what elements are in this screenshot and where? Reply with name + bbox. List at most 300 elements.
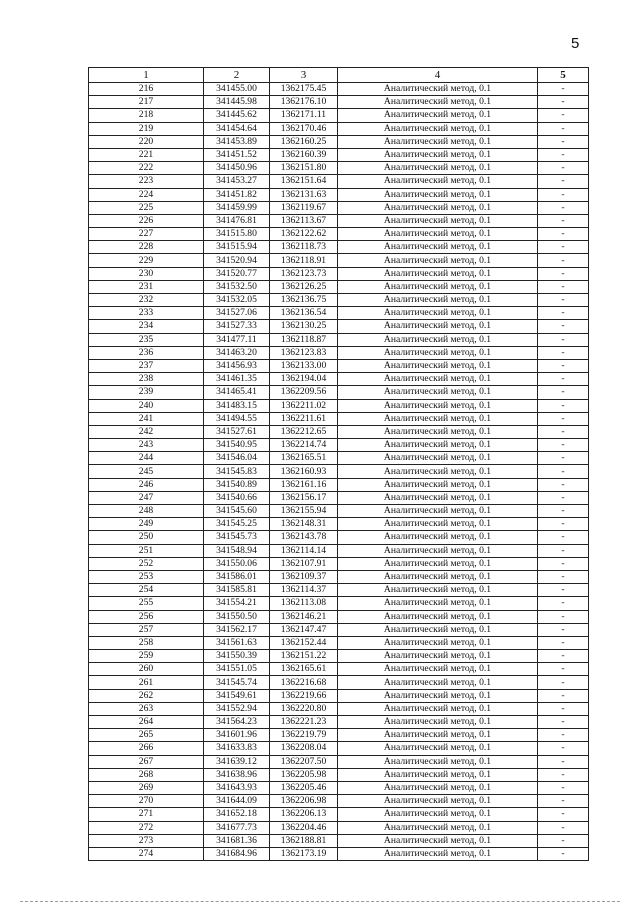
method-cell: Аналитический метод, 0.1 <box>338 808 538 821</box>
point-number-cell: 260 <box>89 663 204 676</box>
page-bottom-rule <box>20 901 620 903</box>
x-coordinate-cell: 341463.20 <box>204 346 270 359</box>
point-number-cell: 257 <box>89 623 204 636</box>
note-cell: - <box>538 412 589 425</box>
table-row <box>89 294 589 307</box>
y-coordinate-cell: 1362165.51 <box>270 452 338 465</box>
note-cell: - <box>538 201 589 214</box>
x-coordinate-cell: 341681.36 <box>204 834 270 847</box>
method-cell: Аналитический метод, 0.1 <box>338 636 538 649</box>
method-cell: Аналитический метод, 0.1 <box>338 702 538 715</box>
table-row <box>89 373 589 386</box>
table-row <box>89 478 589 491</box>
table-header-row <box>89 68 589 83</box>
y-coordinate-cell: 1362208.04 <box>270 742 338 755</box>
x-coordinate-cell: 341652.18 <box>204 808 270 821</box>
note-cell: - <box>538 83 589 96</box>
method-cell: Аналитический метод, 0.1 <box>338 742 538 755</box>
note-cell: - <box>538 122 589 135</box>
note-cell: - <box>538 795 589 808</box>
point-number-cell: 219 <box>89 122 204 135</box>
point-number-cell: 221 <box>89 148 204 161</box>
y-coordinate-cell: 1362188.81 <box>270 834 338 847</box>
method-cell: Аналитический метод, 0.1 <box>338 320 538 333</box>
y-coordinate-cell: 1362107.91 <box>270 557 338 570</box>
x-coordinate-cell: 341548.94 <box>204 544 270 557</box>
method-cell: Аналитический метод, 0.1 <box>338 254 538 267</box>
point-number-cell: 264 <box>89 716 204 729</box>
note-cell: - <box>538 175 589 188</box>
y-coordinate-cell: 1362211.02 <box>270 399 338 412</box>
y-coordinate-cell: 1362209.56 <box>270 386 338 399</box>
note-cell: - <box>538 676 589 689</box>
table-row <box>89 781 589 794</box>
point-number-cell: 233 <box>89 307 204 320</box>
method-cell: Аналитический метод, 0.1 <box>338 781 538 794</box>
method-cell: Аналитический метод, 0.1 <box>338 452 538 465</box>
table-row <box>89 320 589 333</box>
method-cell: Аналитический метод, 0.1 <box>338 768 538 781</box>
y-coordinate-cell: 1362136.75 <box>270 294 338 307</box>
note-cell: - <box>538 557 589 570</box>
note-cell: - <box>538 570 589 583</box>
method-cell: Аналитический метод, 0.1 <box>338 439 538 452</box>
x-coordinate-cell: 341453.27 <box>204 175 270 188</box>
table-row <box>89 676 589 689</box>
table-row <box>89 359 589 372</box>
note-cell: - <box>538 228 589 241</box>
y-coordinate-cell: 1362204.46 <box>270 821 338 834</box>
note-cell: - <box>538 781 589 794</box>
y-coordinate-cell: 1362173.19 <box>270 847 338 860</box>
y-coordinate-cell: 1362170.46 <box>270 122 338 135</box>
note-cell: - <box>538 333 589 346</box>
y-coordinate-cell: 1362214.74 <box>270 439 338 452</box>
note-cell: - <box>538 716 589 729</box>
x-coordinate-cell: 341545.83 <box>204 465 270 478</box>
table-row <box>89 663 589 676</box>
note-cell: - <box>538 162 589 175</box>
method-cell: Аналитический метод, 0.1 <box>338 663 538 676</box>
table-row <box>89 109 589 122</box>
y-coordinate-cell: 1362147.47 <box>270 623 338 636</box>
header-col-1: 1 <box>89 68 204 83</box>
method-cell: Аналитический метод, 0.1 <box>338 465 538 478</box>
x-coordinate-cell: 341520.77 <box>204 267 270 280</box>
point-number-cell: 236 <box>89 346 204 359</box>
table-row <box>89 228 589 241</box>
point-number-cell: 228 <box>89 241 204 254</box>
note-cell: - <box>538 346 589 359</box>
method-cell: Аналитический метод, 0.1 <box>338 148 538 161</box>
y-coordinate-cell: 1362146.21 <box>270 610 338 623</box>
coordinates-table <box>88 67 589 861</box>
x-coordinate-cell: 341477.11 <box>204 333 270 346</box>
note-cell: - <box>538 729 589 742</box>
point-number-cell: 227 <box>89 228 204 241</box>
table-row <box>89 544 589 557</box>
point-number-cell: 231 <box>89 280 204 293</box>
method-cell: Аналитический метод, 0.1 <box>338 241 538 254</box>
note-cell: - <box>538 636 589 649</box>
point-number-cell: 252 <box>89 557 204 570</box>
method-cell: Аналитический метод, 0.1 <box>338 346 538 359</box>
x-coordinate-cell: 341494.55 <box>204 412 270 425</box>
method-cell: Аналитический метод, 0.1 <box>338 531 538 544</box>
table-row <box>89 241 589 254</box>
note-cell: - <box>538 452 589 465</box>
y-coordinate-cell: 1362220.80 <box>270 702 338 715</box>
note-cell: - <box>538 518 589 531</box>
table-row <box>89 795 589 808</box>
method-cell: Аналитический метод, 0.1 <box>338 650 538 663</box>
x-coordinate-cell: 341643.93 <box>204 781 270 794</box>
x-coordinate-cell: 341545.73 <box>204 531 270 544</box>
note-cell: - <box>538 531 589 544</box>
method-cell: Аналитический метод, 0.1 <box>338 597 538 610</box>
note-cell: - <box>538 544 589 557</box>
x-coordinate-cell: 341455.00 <box>204 83 270 96</box>
table-row <box>89 267 589 280</box>
table-row <box>89 531 589 544</box>
y-coordinate-cell: 1362114.37 <box>270 584 338 597</box>
x-coordinate-cell: 341532.05 <box>204 294 270 307</box>
point-number-cell: 263 <box>89 702 204 715</box>
note-cell: - <box>538 821 589 834</box>
x-coordinate-cell: 341551.05 <box>204 663 270 676</box>
note-cell: - <box>538 491 589 504</box>
table-row <box>89 425 589 438</box>
table-row <box>89 650 589 663</box>
y-coordinate-cell: 1362131.63 <box>270 188 338 201</box>
x-coordinate-cell: 341465.41 <box>204 386 270 399</box>
x-coordinate-cell: 341586.01 <box>204 570 270 583</box>
table-body <box>89 83 589 861</box>
note-cell: - <box>538 241 589 254</box>
x-coordinate-cell: 341454.64 <box>204 122 270 135</box>
table-row <box>89 188 589 201</box>
point-number-cell: 253 <box>89 570 204 583</box>
note-cell: - <box>538 425 589 438</box>
y-coordinate-cell: 1362119.67 <box>270 201 338 214</box>
table-row <box>89 135 589 148</box>
y-coordinate-cell: 1362118.87 <box>270 333 338 346</box>
point-number-cell: 245 <box>89 465 204 478</box>
note-cell: - <box>538 109 589 122</box>
method-cell: Аналитический метод, 0.1 <box>338 307 538 320</box>
note-cell: - <box>538 307 589 320</box>
method-cell: Аналитический метод, 0.1 <box>338 96 538 109</box>
table-row <box>89 702 589 715</box>
point-number-cell: 269 <box>89 781 204 794</box>
point-number-cell: 266 <box>89 742 204 755</box>
x-coordinate-cell: 341532.50 <box>204 280 270 293</box>
method-cell: Аналитический метод, 0.1 <box>338 333 538 346</box>
y-coordinate-cell: 1362151.64 <box>270 175 338 188</box>
y-coordinate-cell: 1362175.45 <box>270 83 338 96</box>
note-cell: - <box>538 689 589 702</box>
x-coordinate-cell: 341550.50 <box>204 610 270 623</box>
x-coordinate-cell: 341456.93 <box>204 359 270 372</box>
y-coordinate-cell: 1362165.61 <box>270 663 338 676</box>
x-coordinate-cell: 341540.89 <box>204 478 270 491</box>
point-number-cell: 254 <box>89 584 204 597</box>
x-coordinate-cell: 341633.83 <box>204 742 270 755</box>
x-coordinate-cell: 341564.23 <box>204 716 270 729</box>
point-number-cell: 274 <box>89 847 204 860</box>
y-coordinate-cell: 1362123.83 <box>270 346 338 359</box>
method-cell: Аналитический метод, 0.1 <box>338 373 538 386</box>
point-number-cell: 267 <box>89 755 204 768</box>
note-cell: - <box>538 808 589 821</box>
x-coordinate-cell: 341550.06 <box>204 557 270 570</box>
point-number-cell: 250 <box>89 531 204 544</box>
method-cell: Аналитический метод, 0.1 <box>338 267 538 280</box>
table-row <box>89 412 589 425</box>
point-number-cell: 265 <box>89 729 204 742</box>
method-cell: Аналитический метод, 0.1 <box>338 280 538 293</box>
note-cell: - <box>538 280 589 293</box>
table-row <box>89 505 589 518</box>
method-cell: Аналитический метод, 0.1 <box>338 201 538 214</box>
point-number-cell: 220 <box>89 135 204 148</box>
y-coordinate-cell: 1362148.31 <box>270 518 338 531</box>
point-number-cell: 225 <box>89 201 204 214</box>
note-cell: - <box>538 386 589 399</box>
method-cell: Аналитический метод, 0.1 <box>338 412 538 425</box>
table-row <box>89 755 589 768</box>
y-coordinate-cell: 1362206.98 <box>270 795 338 808</box>
method-cell: Аналитический метод, 0.1 <box>338 689 538 702</box>
table-row <box>89 175 589 188</box>
point-number-cell: 247 <box>89 491 204 504</box>
note-cell: - <box>538 96 589 109</box>
method-cell: Аналитический метод, 0.1 <box>338 399 538 412</box>
table-row <box>89 162 589 175</box>
method-cell: Аналитический метод, 0.1 <box>338 228 538 241</box>
y-coordinate-cell: 1362160.39 <box>270 148 338 161</box>
point-number-cell: 237 <box>89 359 204 372</box>
table-row <box>89 465 589 478</box>
method-cell: Аналитический метод, 0.1 <box>338 214 538 227</box>
method-cell: Аналитический метод, 0.1 <box>338 359 538 372</box>
method-cell: Аналитический метод, 0.1 <box>338 188 538 201</box>
note-cell: - <box>538 505 589 518</box>
point-number-cell: 240 <box>89 399 204 412</box>
method-cell: Аналитический метод, 0.1 <box>338 610 538 623</box>
note-cell: - <box>538 267 589 280</box>
table-row <box>89 201 589 214</box>
point-number-cell: 270 <box>89 795 204 808</box>
point-number-cell: 244 <box>89 452 204 465</box>
method-cell: Аналитический метод, 0.1 <box>338 175 538 188</box>
y-coordinate-cell: 1362118.73 <box>270 241 338 254</box>
y-coordinate-cell: 1362151.80 <box>270 162 338 175</box>
x-coordinate-cell: 341450.96 <box>204 162 270 175</box>
x-coordinate-cell: 341638.96 <box>204 768 270 781</box>
table-row <box>89 333 589 346</box>
method-cell: Аналитический метод, 0.1 <box>338 135 538 148</box>
point-number-cell: 238 <box>89 373 204 386</box>
point-number-cell: 251 <box>89 544 204 557</box>
point-number-cell: 249 <box>89 518 204 531</box>
point-number-cell: 229 <box>89 254 204 267</box>
point-number-cell: 234 <box>89 320 204 333</box>
point-number-cell: 255 <box>89 597 204 610</box>
table-row <box>89 280 589 293</box>
x-coordinate-cell: 341677.73 <box>204 821 270 834</box>
note-cell: - <box>538 834 589 847</box>
table-row <box>89 148 589 161</box>
note-cell: - <box>538 135 589 148</box>
point-number-cell: 218 <box>89 109 204 122</box>
table-row <box>89 716 589 729</box>
note-cell: - <box>538 399 589 412</box>
method-cell: Аналитический метод, 0.1 <box>338 821 538 834</box>
y-coordinate-cell: 1362194.04 <box>270 373 338 386</box>
header-col-3: 3 <box>270 68 338 83</box>
table-row <box>89 254 589 267</box>
point-number-cell: 258 <box>89 636 204 649</box>
y-coordinate-cell: 1362176.10 <box>270 96 338 109</box>
y-coordinate-cell: 1362171.11 <box>270 109 338 122</box>
point-number-cell: 268 <box>89 768 204 781</box>
method-cell: Аналитический метод, 0.1 <box>338 518 538 531</box>
x-coordinate-cell: 341552.94 <box>204 702 270 715</box>
y-coordinate-cell: 1362113.08 <box>270 597 338 610</box>
y-coordinate-cell: 1362133.00 <box>270 359 338 372</box>
point-number-cell: 272 <box>89 821 204 834</box>
method-cell: Аналитический метод, 0.1 <box>338 83 538 96</box>
header-col-5: 5 <box>538 68 589 83</box>
note-cell: - <box>538 847 589 860</box>
y-coordinate-cell: 1362221.23 <box>270 716 338 729</box>
method-cell: Аналитический метод, 0.1 <box>338 294 538 307</box>
x-coordinate-cell: 341459.99 <box>204 201 270 214</box>
method-cell: Аналитический метод, 0.1 <box>338 109 538 122</box>
point-number-cell: 232 <box>89 294 204 307</box>
x-coordinate-cell: 341601.96 <box>204 729 270 742</box>
table-row <box>89 847 589 860</box>
x-coordinate-cell: 341445.98 <box>204 96 270 109</box>
table-row <box>89 399 589 412</box>
note-cell: - <box>538 320 589 333</box>
y-coordinate-cell: 1362216.68 <box>270 676 338 689</box>
y-coordinate-cell: 1362152.44 <box>270 636 338 649</box>
note-cell: - <box>538 663 589 676</box>
y-coordinate-cell: 1362207.50 <box>270 755 338 768</box>
x-coordinate-cell: 341527.61 <box>204 425 270 438</box>
x-coordinate-cell: 341515.80 <box>204 228 270 241</box>
method-cell: Аналитический метод, 0.1 <box>338 729 538 742</box>
method-cell: Аналитический метод, 0.1 <box>338 162 538 175</box>
note-cell: - <box>538 478 589 491</box>
y-coordinate-cell: 1362219.79 <box>270 729 338 742</box>
x-coordinate-cell: 341545.60 <box>204 505 270 518</box>
table-row <box>89 83 589 96</box>
table-row <box>89 808 589 821</box>
y-coordinate-cell: 1362211.61 <box>270 412 338 425</box>
x-coordinate-cell: 341546.04 <box>204 452 270 465</box>
table-row <box>89 307 589 320</box>
table-row <box>89 610 589 623</box>
point-number-cell: 239 <box>89 386 204 399</box>
method-cell: Аналитический метод, 0.1 <box>338 386 538 399</box>
x-coordinate-cell: 341451.82 <box>204 188 270 201</box>
point-number-cell: 261 <box>89 676 204 689</box>
point-number-cell: 271 <box>89 808 204 821</box>
x-coordinate-cell: 341562.17 <box>204 623 270 636</box>
point-number-cell: 262 <box>89 689 204 702</box>
table-row <box>89 742 589 755</box>
note-cell: - <box>538 742 589 755</box>
point-number-cell: 230 <box>89 267 204 280</box>
x-coordinate-cell: 341515.94 <box>204 241 270 254</box>
method-cell: Аналитический метод, 0.1 <box>338 505 538 518</box>
y-coordinate-cell: 1362205.98 <box>270 768 338 781</box>
y-coordinate-cell: 1362136.54 <box>270 307 338 320</box>
note-cell: - <box>538 623 589 636</box>
table-row <box>89 386 589 399</box>
x-coordinate-cell: 341453.89 <box>204 135 270 148</box>
note-cell: - <box>538 188 589 201</box>
method-cell: Аналитический метод, 0.1 <box>338 847 538 860</box>
x-coordinate-cell: 341561.63 <box>204 636 270 649</box>
method-cell: Аналитический метод, 0.1 <box>338 755 538 768</box>
note-cell: - <box>538 373 589 386</box>
point-number-cell: 246 <box>89 478 204 491</box>
x-coordinate-cell: 341639.12 <box>204 755 270 768</box>
y-coordinate-cell: 1362156.17 <box>270 491 338 504</box>
y-coordinate-cell: 1362205.46 <box>270 781 338 794</box>
note-cell: - <box>538 768 589 781</box>
method-cell: Аналитический метод, 0.1 <box>338 491 538 504</box>
note-cell: - <box>538 214 589 227</box>
y-coordinate-cell: 1362160.25 <box>270 135 338 148</box>
note-cell: - <box>538 650 589 663</box>
table-row <box>89 491 589 504</box>
y-coordinate-cell: 1362160.93 <box>270 465 338 478</box>
x-coordinate-cell: 341540.95 <box>204 439 270 452</box>
point-number-cell: 242 <box>89 425 204 438</box>
y-coordinate-cell: 1362118.91 <box>270 254 338 267</box>
x-coordinate-cell: 341476.81 <box>204 214 270 227</box>
x-coordinate-cell: 341445.62 <box>204 109 270 122</box>
table-row <box>89 452 589 465</box>
y-coordinate-cell: 1362151.22 <box>270 650 338 663</box>
y-coordinate-cell: 1362113.67 <box>270 214 338 227</box>
table-row <box>89 821 589 834</box>
x-coordinate-cell: 341527.06 <box>204 307 270 320</box>
x-coordinate-cell: 341527.33 <box>204 320 270 333</box>
note-cell: - <box>538 584 589 597</box>
header-col-2: 2 <box>204 68 270 83</box>
table-row <box>89 834 589 847</box>
table-row <box>89 518 589 531</box>
x-coordinate-cell: 341585.81 <box>204 584 270 597</box>
method-cell: Аналитический метод, 0.1 <box>338 557 538 570</box>
note-cell: - <box>538 597 589 610</box>
header-col-4: 4 <box>338 68 538 83</box>
page-number: 5 <box>571 35 580 52</box>
method-cell: Аналитический метод, 0.1 <box>338 623 538 636</box>
y-coordinate-cell: 1362109.37 <box>270 570 338 583</box>
table-row <box>89 689 589 702</box>
y-coordinate-cell: 1362155.94 <box>270 505 338 518</box>
y-coordinate-cell: 1362161.16 <box>270 478 338 491</box>
table-row <box>89 584 589 597</box>
point-number-cell: 259 <box>89 650 204 663</box>
